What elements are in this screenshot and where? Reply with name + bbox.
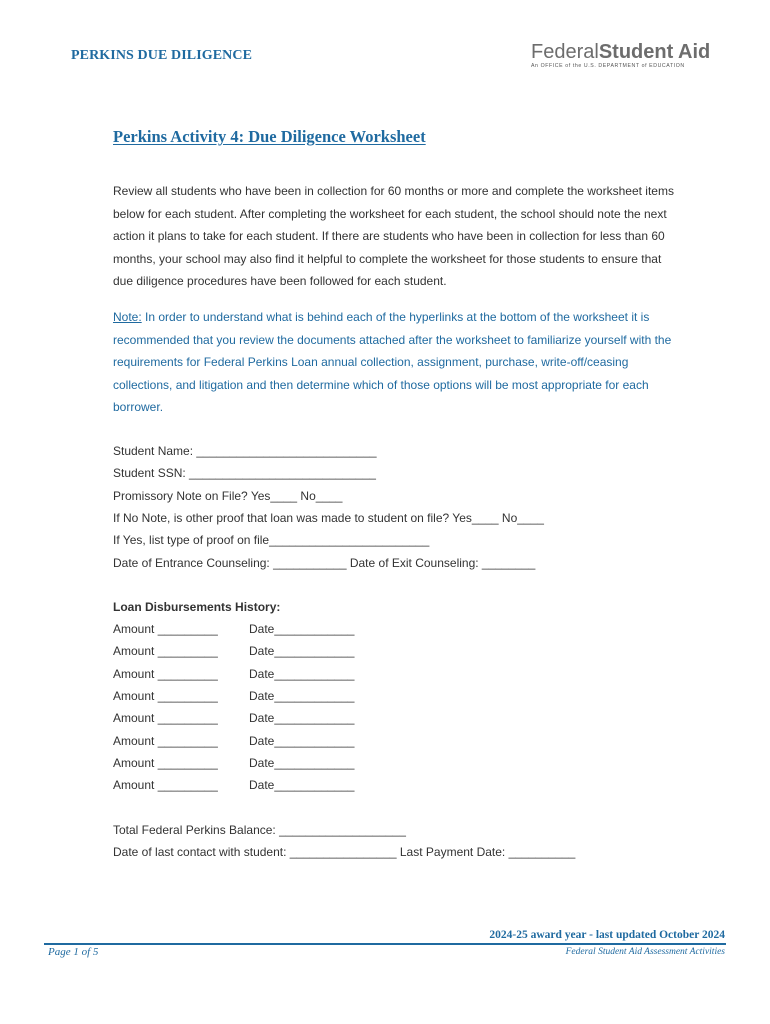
amount-field: Amount _________ [113, 756, 218, 770]
date-field: Date____________ [249, 622, 355, 636]
total-balance-field: Total Federal Perkins Balance: ___________________ [113, 823, 406, 837]
disbursement-row [113, 756, 354, 770]
amount-field: Amount _________ [113, 778, 218, 792]
counseling-dates-field: Date of Entrance Counseling: ___________ Date of Exit Counseling: ________ [113, 556, 536, 570]
award-year-label: 2024-25 award year - last updated October 2024 [489, 929, 725, 941]
disbursement-row [113, 689, 354, 703]
amount-field: Amount _________ [113, 734, 218, 748]
date-field: Date____________ [249, 689, 355, 703]
note-paragraph [113, 306, 683, 419]
disbursement-row [113, 778, 354, 792]
promissory-note-field: Promissory Note on File? Yes____ No____ [113, 489, 343, 503]
amount-field: Amount _________ [113, 667, 218, 681]
intro-paragraph: Review all students who have been in collection for 60 months or more and complete the worksheet items below for each student. After completing the worksheet for each student, the school should note the next action it plans to take for each student. If there are students who have been in collection for less than 60 months, your school may also find it helpful to complete the worksheet for those students to ensure that due diligence procedures have been followed for each student. [113, 184, 674, 288]
disbursements-heading: Loan Disbursements History: [113, 600, 281, 614]
date-field: Date____________ [249, 711, 355, 725]
disbursement-row [113, 622, 354, 636]
federal-student-aid-logo [531, 41, 713, 69]
page-header-title: PERKINS DUE DILIGENCE [71, 48, 253, 63]
footer-divider [44, 943, 726, 945]
date-field: Date____________ [249, 734, 355, 748]
other-proof-field: If No Note, is other proof that loan was made to student on file? Yes____ No____ [113, 511, 544, 525]
date-field: Date____________ [249, 778, 355, 792]
series-label: Federal Student Aid Assessment Activities [565, 947, 725, 957]
date-field: Date____________ [249, 667, 355, 681]
proof-type-field: If Yes, list type of proof on file________________________ [113, 533, 430, 547]
document-title: Perkins Activity 4: Due Diligence Worksheet [113, 127, 426, 146]
disbursement-row [113, 734, 354, 748]
date-field: Date____________ [249, 756, 355, 770]
last-contact-field: Date of last contact with student: ________________ Last Payment Date: __________ [113, 845, 576, 859]
amount-field: Amount _________ [113, 711, 218, 725]
note-label: Note: [113, 310, 142, 324]
amount-field: Amount _________ [113, 622, 218, 636]
disbursement-row [113, 711, 354, 725]
note-text: In order to understand what is behind each of the hyperlinks at the bottom of the worksheet it is recommended that you review the documents attached after the worksheet to familiarize yourself with the requirements for Federal Perkins Loan annual collection, assignment, purchase, write-off/ceasing collections, and litigation and then determine which of those options will be most appropriate for each borrower. [113, 310, 672, 414]
disbursement-row [113, 644, 354, 658]
disbursement-row [113, 667, 354, 681]
logo-wordmark: FederalStudent Aid [531, 41, 711, 63]
page-number: Page 1 of 5 [48, 946, 99, 958]
amount-field: Amount _________ [113, 689, 218, 703]
amount-field: Amount _________ [113, 644, 218, 658]
date-field: Date____________ [249, 644, 355, 658]
student-name-field: Student Name: ___________________________ [113, 444, 377, 458]
student-ssn-field: Student SSN: ____________________________ [113, 466, 376, 480]
logo-subtitle: An OFFICE of the U.S. DEPARTMENT of EDUCATION [531, 63, 685, 69]
